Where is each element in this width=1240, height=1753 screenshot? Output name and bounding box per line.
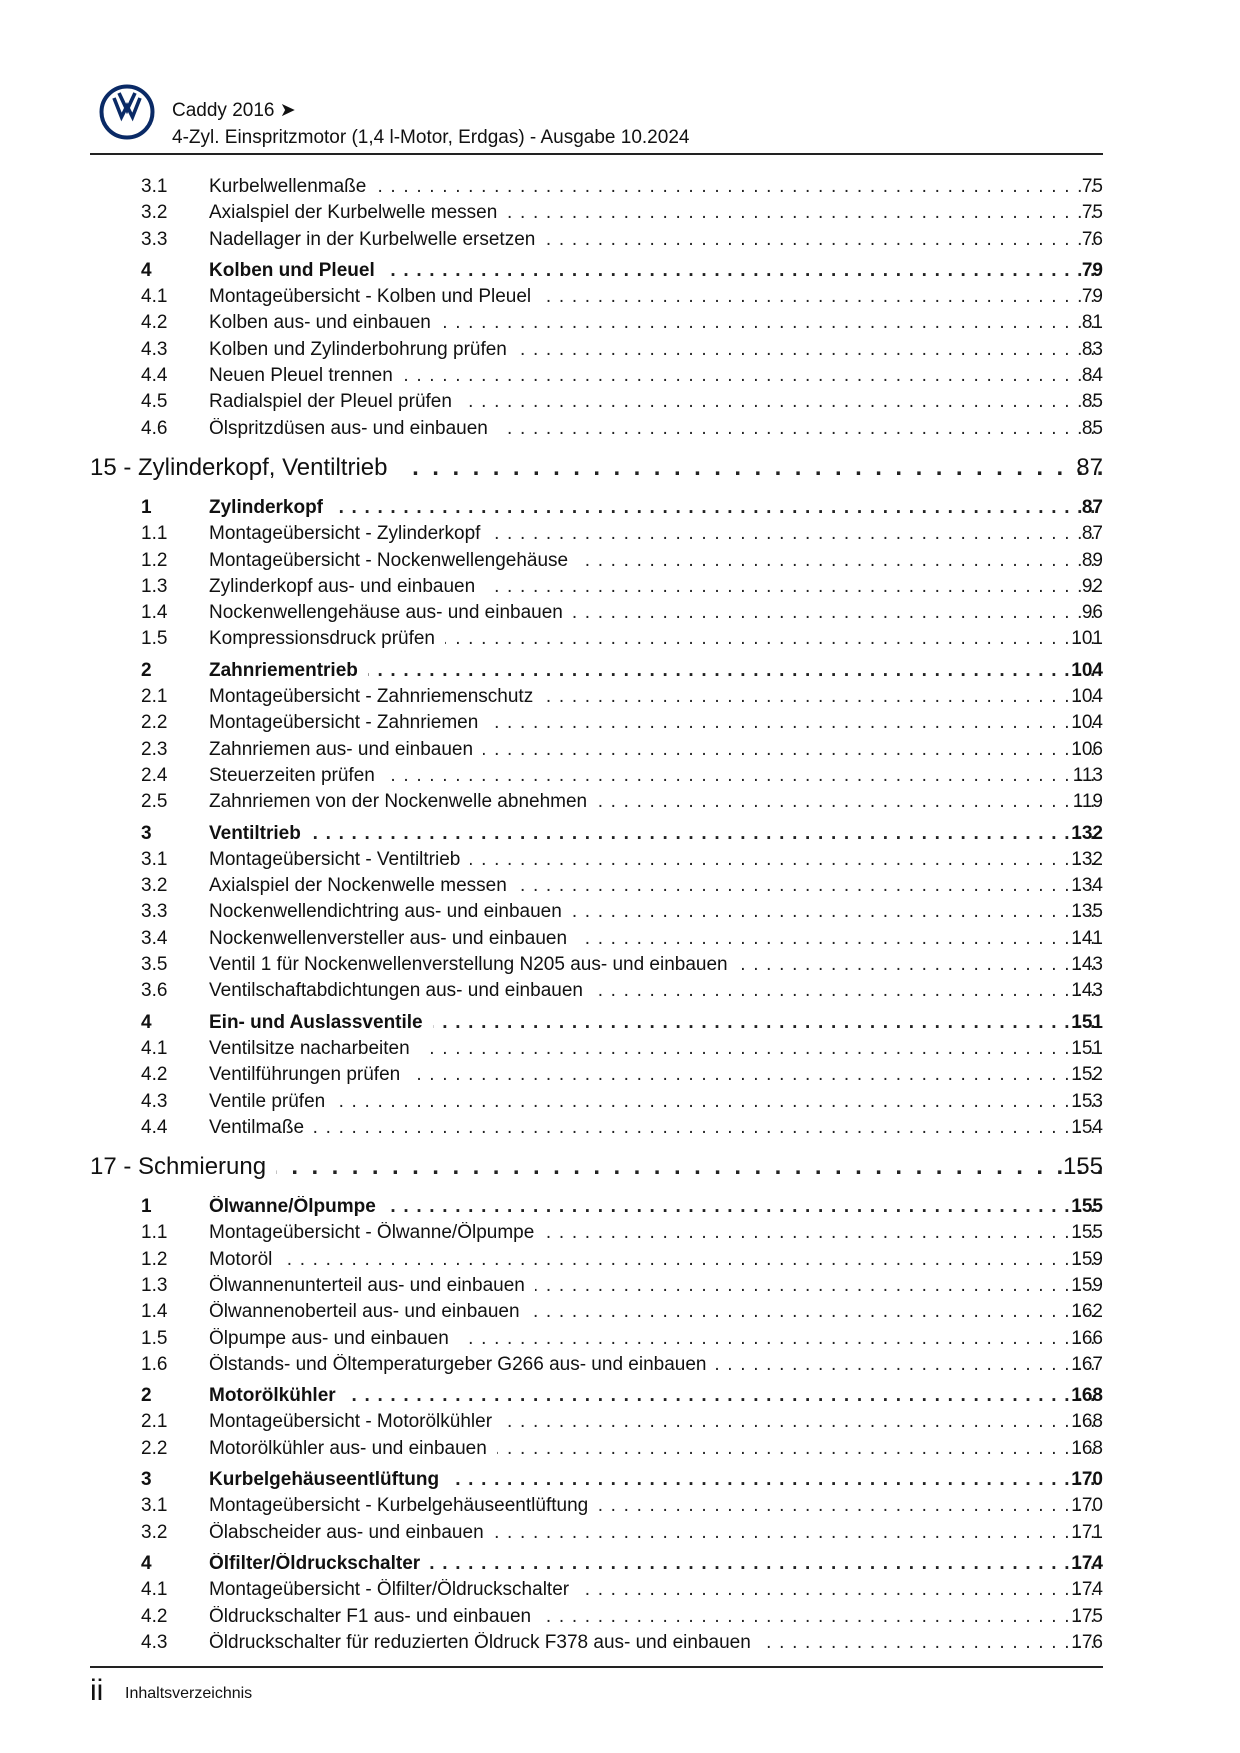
toc-number: 3.6: [141, 980, 168, 1002]
toc-section[interactable]: [0, 821, 1240, 847]
toc-title-leader: [209, 954, 1104, 976]
toc-number: 1.3: [141, 1274, 168, 1296]
toc-title-leader: [209, 660, 1104, 682]
toc-title: Nockenwellengehäuse aus- und einbauen: [209, 602, 573, 623]
toc-title-leader: [209, 739, 1104, 761]
toc-title-leader: [209, 928, 1104, 950]
toc-title-leader: [209, 202, 1104, 224]
toc-item[interactable]: [0, 574, 1240, 600]
toc-item[interactable]: [0, 926, 1240, 952]
toc-number: 1.6: [141, 1353, 168, 1375]
toc-number: 1: [141, 1196, 152, 1218]
toc-title: Kurbelgehäuseentlüftung: [209, 1469, 449, 1490]
toc-title-leader: [209, 628, 1104, 650]
page-header: [0, 0, 1240, 160]
toc-page: 151: [1071, 1037, 1103, 1059]
toc-title-leader: [209, 1064, 1104, 1086]
toc-item[interactable]: [0, 873, 1240, 899]
toc-page: 162: [1071, 1301, 1103, 1323]
toc-number: 2.1: [141, 686, 168, 708]
toc-page: 89: [1081, 549, 1103, 571]
toc-title: Axialspiel der Nockenwelle messen: [209, 875, 517, 896]
footer-page-number: ii: [90, 1674, 104, 1707]
toc-page: 168: [1071, 1385, 1103, 1407]
toc-title-leader: [209, 712, 1104, 734]
toc-title: Ventile prüfen: [209, 1091, 335, 1112]
toc-number: 1: [141, 496, 152, 518]
toc-item[interactable]: [0, 978, 1240, 1004]
toc-number: 1.2: [141, 549, 168, 571]
toc-title-leader: [209, 1579, 1104, 1601]
toc-page: 85: [1081, 417, 1103, 439]
toc-page: 87: [1081, 496, 1103, 518]
toc-title-leader: [209, 1632, 1104, 1654]
toc-title-leader: [209, 550, 1104, 572]
toc-page: 101: [1071, 628, 1103, 650]
toc-number: 3.3: [141, 228, 168, 250]
toc-title-leader: [209, 1012, 1104, 1034]
header-model: Caddy 2016 ➤: [172, 100, 296, 121]
toc-number: 3.1: [141, 176, 168, 197]
toc-page: 152: [1071, 1064, 1103, 1086]
toc-page: 170: [1071, 1495, 1103, 1517]
toc-page: 154: [1071, 1116, 1103, 1138]
toc-section[interactable]: [0, 1194, 1240, 1220]
toc-item[interactable]: [0, 1299, 1240, 1325]
toc-section[interactable]: [0, 1551, 1240, 1577]
toc-item[interactable]: [0, 710, 1240, 736]
toc-number: 1.4: [141, 1301, 168, 1323]
toc-item[interactable]: [0, 1326, 1240, 1352]
toc-page: 79: [1081, 286, 1103, 308]
toc-title-leader: [209, 875, 1104, 897]
toc-number: 1.3: [141, 575, 168, 597]
toc-item[interactable]: [0, 363, 1240, 389]
toc-page: 104: [1071, 686, 1103, 708]
toc-page: 79: [1081, 259, 1103, 281]
toc-item[interactable]: [0, 952, 1240, 978]
toc-title: Zahnriemen von der Nockenwelle abnehmen: [209, 791, 597, 812]
toc-title-leader: [209, 365, 1104, 387]
toc-number: 4.3: [141, 338, 168, 360]
toc-page: 155: [1071, 1196, 1103, 1218]
toc-number: 3: [141, 1469, 152, 1491]
toc-title: Zahnriementrieb: [209, 660, 368, 681]
toc-number: 4.2: [141, 1064, 168, 1086]
toc-page: 159: [1071, 1248, 1103, 1270]
toc-page: 84: [1081, 365, 1103, 387]
toc-number: 1.1: [141, 1222, 168, 1244]
toc-section[interactable]: [0, 1010, 1240, 1036]
toc-title: Montageübersicht - Ventiltrieb: [209, 849, 470, 870]
toc-title-leader: [209, 686, 1104, 708]
toc-number: 2.3: [141, 738, 168, 760]
toc-item[interactable]: [0, 1089, 1240, 1115]
toc-number: 4.4: [141, 1116, 168, 1138]
toc-page: 155: [1062, 1153, 1103, 1181]
toc-title-leader: [209, 1038, 1104, 1060]
toc-page: 174: [1071, 1552, 1103, 1574]
toc-number: 1.1: [141, 523, 168, 545]
toc-number: 3.5: [141, 954, 168, 976]
toc-page: 155: [1071, 1222, 1103, 1244]
toc-item[interactable]: [0, 1630, 1240, 1656]
toc-title-leader: [209, 260, 1104, 282]
toc-number: 3.2: [141, 202, 168, 224]
toc-item[interactable]: [0, 763, 1240, 789]
toc-title: Zylinderkopf aus- und einbauen: [209, 576, 485, 597]
toc-item[interactable]: [0, 847, 1240, 873]
toc-item[interactable]: [0, 1062, 1240, 1088]
toc-page: 87: [1081, 523, 1103, 545]
footer-divider: [90, 1666, 1103, 1668]
toc-title: Ölspritzdüsen aus- und einbauen: [209, 418, 498, 439]
toc-title: Neuen Pleuel trennen: [209, 365, 403, 386]
toc-title-leader: [209, 1553, 1104, 1575]
toc-title: Zahnriemen aus- und einbauen: [209, 739, 483, 760]
toc-title: Ventiltrieb: [209, 823, 311, 844]
toc-page: 153: [1071, 1090, 1103, 1112]
toc-title-leader: [209, 1301, 1104, 1323]
toc-number: 2.1: [141, 1411, 168, 1433]
toc-page: 175: [1071, 1605, 1103, 1627]
toc-section[interactable]: [0, 1383, 1240, 1409]
toc-title: Radialspiel der Pleuel prüfen: [209, 391, 462, 412]
toc-title-leader: [209, 1275, 1104, 1297]
toc-item[interactable]: [0, 899, 1240, 925]
toc-number: 1.5: [141, 1327, 168, 1349]
toc-title-leader: [209, 286, 1104, 308]
toc-number: 2: [141, 659, 152, 681]
toc-page: 141: [1071, 927, 1103, 949]
toc-number: 3.2: [141, 875, 168, 897]
toc-item[interactable]: [0, 416, 1240, 442]
toc-title-leader: [90, 1153, 1104, 1181]
toc-number: 4.2: [141, 312, 168, 334]
toc-number: 3: [141, 822, 152, 844]
toc-page: 75: [1081, 176, 1103, 197]
toc-number: 3.2: [141, 1521, 168, 1543]
toc-title-leader: [209, 1606, 1104, 1628]
toc-title: Montageübersicht - Nockenwellengehäuse: [209, 550, 578, 571]
toc-number: 4.5: [141, 391, 168, 413]
toc-item[interactable]: [0, 200, 1240, 226]
toc-number: 2.5: [141, 791, 168, 813]
header-divider: [90, 153, 1103, 155]
toc-title: Nockenwellenversteller aus- und einbauen: [209, 928, 577, 949]
toc-page: 159: [1071, 1274, 1103, 1296]
toc-title: Montageübersicht - Zahnriemenschutz: [209, 686, 543, 707]
toc-title-leader: [209, 497, 1104, 519]
toc-item[interactable]: [0, 521, 1240, 547]
toc-title: Ölabscheider aus- und einbauen: [209, 1522, 494, 1543]
toc-number: 4: [141, 1011, 152, 1033]
toc-number: 1.4: [141, 602, 168, 624]
toc-title: Steuerzeiten prüfen: [209, 765, 385, 786]
toc-title: Nockenwellendichtring aus- und einbauen: [209, 901, 572, 922]
toc-item[interactable]: [0, 626, 1240, 652]
toc-number: 4: [141, 1552, 152, 1574]
toc-number: 2.4: [141, 764, 168, 786]
toc-page: 85: [1081, 391, 1103, 413]
toc-number: 3.1: [141, 1495, 168, 1517]
toc-item[interactable]: [0, 1493, 1240, 1519]
toc-title: Kurbelwellenmaße: [209, 176, 376, 197]
toc-title-leader: [209, 576, 1104, 598]
toc-page: 96: [1081, 602, 1103, 624]
toc-item[interactable]: [0, 600, 1240, 626]
toc-page: 170: [1071, 1469, 1103, 1491]
toc-title-leader: [209, 849, 1104, 871]
toc-page: 168: [1071, 1411, 1103, 1433]
toc-item[interactable]: [0, 1436, 1240, 1462]
toc-title-leader: [90, 454, 1104, 482]
toc-number: 4.1: [141, 286, 168, 308]
toc-title-leader: [209, 901, 1104, 923]
toc-item[interactable]: [0, 310, 1240, 336]
toc-title: Ölwanne/Ölpumpe: [209, 1196, 386, 1217]
toc-title: 15 - Zylinderkopf, Ventiltrieb: [90, 454, 397, 481]
toc-page: 92: [1081, 575, 1103, 597]
toc-number: 3.4: [141, 927, 168, 949]
toc-number: 4.6: [141, 417, 168, 439]
toc-item[interactable]: [0, 389, 1240, 415]
toc-title: 17 - Schmierung: [90, 1153, 276, 1180]
toc-item[interactable]: [0, 1604, 1240, 1630]
toc-title: Ölfilter/Öldruckschalter: [209, 1553, 430, 1574]
toc-title-leader: [209, 1411, 1104, 1433]
toc-title: Montageübersicht - Ölwanne/Ölpumpe: [209, 1222, 544, 1243]
toc-page: 143: [1071, 954, 1103, 976]
toc-title-leader: [209, 418, 1104, 440]
toc-number: 3.1: [141, 848, 168, 870]
toc-title-leader: [209, 823, 1104, 845]
toc-title: Ventil 1 für Nockenwellenverstellung N205 aus- und einbauen: [209, 954, 738, 975]
toc-title-leader: [209, 1385, 1104, 1407]
toc-page: 104: [1071, 659, 1103, 681]
toc-page: 76: [1081, 228, 1103, 250]
toc-section[interactable]: [0, 495, 1240, 521]
toc-number: 2.2: [141, 712, 168, 734]
toc-number: 4.2: [141, 1605, 168, 1627]
toc-page: 171: [1071, 1521, 1103, 1543]
toc-title: Nadellager in der Kurbelwelle ersetzen: [209, 229, 545, 250]
toc-title-leader: [209, 791, 1104, 813]
toc-number: 4.1: [141, 1037, 168, 1059]
toc-title: Montageübersicht - Ölfilter/Öldruckschalter: [209, 1579, 579, 1600]
toc-item[interactable]: [0, 227, 1240, 253]
toc-number: 1.5: [141, 628, 168, 650]
toc-title: Ventilschaftabdichtungen aus- und einbauen: [209, 980, 593, 1001]
toc-title-leader: [209, 1469, 1104, 1491]
toc-page: 83: [1081, 338, 1103, 360]
toc-number: 1.2: [141, 1248, 168, 1270]
toc-title: Ölstands- und Öltemperaturgeber G266 aus- und einbauen: [209, 1354, 716, 1375]
toc-item[interactable]: [0, 1520, 1240, 1546]
toc-item[interactable]: [0, 1036, 1240, 1062]
toc-page: 132: [1071, 848, 1103, 870]
toc-number: 4.3: [141, 1631, 168, 1653]
toc-item[interactable]: [0, 337, 1240, 363]
toc-title: Motoröl: [209, 1249, 282, 1270]
toc-title: Kompressionsdruck prüfen: [209, 628, 445, 649]
toc-chapter[interactable]: [0, 1149, 1240, 1189]
toc-number: 2: [141, 1385, 152, 1407]
footer-label: Inhaltsverzeichnis: [125, 1685, 253, 1702]
toc-title: Ein- und Auslassventile: [209, 1012, 433, 1033]
toc-title: Motorölkühler: [209, 1385, 346, 1406]
toc-section[interactable]: [0, 258, 1240, 284]
toc-item[interactable]: [0, 737, 1240, 763]
toc-number: 4.1: [141, 1579, 168, 1601]
toc-item[interactable]: [0, 1577, 1240, 1603]
toc-title-leader: [209, 765, 1104, 787]
toc-title: Öldruckschalter F1 aus- und einbauen: [209, 1606, 541, 1627]
toc-title-leader: [209, 1117, 1104, 1139]
toc-title-leader: [209, 523, 1104, 545]
toc-title-leader: [209, 1495, 1104, 1517]
toc-page: 176: [1071, 1631, 1103, 1653]
toc-page: 104: [1071, 712, 1103, 734]
toc-item[interactable]: [0, 1409, 1240, 1435]
toc-title-leader: [209, 1522, 1104, 1544]
toc-title: Montageübersicht - Motorölkühler: [209, 1411, 502, 1432]
toc-page: 166: [1071, 1327, 1103, 1349]
toc-item[interactable]: [0, 548, 1240, 574]
toc-page: 167: [1071, 1353, 1103, 1375]
toc-item[interactable]: [0, 1220, 1240, 1246]
toc-number: 4.3: [141, 1090, 168, 1112]
toc-title: Ölwannenunterteil aus- und einbauen: [209, 1275, 535, 1296]
toc-page: 81: [1081, 312, 1103, 334]
toc-item[interactable]: [0, 789, 1240, 815]
toc-item[interactable]: [0, 174, 1240, 200]
toc-title-leader: [209, 602, 1104, 624]
toc-title: Ölwannenoberteil aus- und einbauen: [209, 1301, 530, 1322]
toc-page: 134: [1071, 875, 1103, 897]
toc-page: 135: [1071, 901, 1103, 923]
toc-page: 106: [1071, 738, 1103, 760]
table-of-contents: [0, 174, 1240, 1656]
toc-title: Montageübersicht - Kurbelgehäuseentlüftung: [209, 1495, 598, 1516]
toc-title-leader: [209, 391, 1104, 413]
toc-title: Ventilführungen prüfen: [209, 1064, 410, 1085]
toc-title-leader: [209, 176, 1104, 198]
toc-page: 119: [1072, 791, 1103, 813]
toc-title: Montageübersicht - Zylinderkopf: [209, 523, 490, 544]
toc-page: 151: [1071, 1011, 1103, 1033]
toc-number: 4.4: [141, 365, 168, 387]
toc-title-leader: [209, 1438, 1104, 1460]
toc-page: 87: [1076, 453, 1103, 481]
toc-title: Ventilmaße: [209, 1117, 314, 1138]
toc-page: 168: [1071, 1437, 1103, 1459]
toc-title-leader: [209, 980, 1104, 1002]
toc-title-leader: [209, 229, 1104, 251]
toc-title: Axialspiel der Kurbelwelle messen: [209, 202, 507, 223]
toc-title: Ölpumpe aus- und einbauen: [209, 1328, 459, 1349]
toc-number: 3.3: [141, 901, 168, 923]
toc-title: Kolben aus- und einbauen: [209, 312, 441, 333]
toc-page: 143: [1071, 980, 1103, 1002]
toc-title-leader: [209, 312, 1104, 334]
toc-title: Öldruckschalter für reduzierten Öldruck F378 aus- und einbauen: [209, 1632, 761, 1653]
toc-title-leader: [209, 1249, 1104, 1271]
toc-title: Montageübersicht - Kolben und Pleuel: [209, 286, 541, 307]
toc-title: Ventilsitze nacharbeiten: [209, 1038, 420, 1059]
toc-title: Zylinderkopf: [209, 497, 333, 518]
toc-number: 2.2: [141, 1437, 168, 1459]
toc-title: Kolben und Zylinderbohrung prüfen: [209, 339, 517, 360]
toc-item[interactable]: [0, 284, 1240, 310]
toc-number: 4: [141, 259, 152, 281]
toc-title-leader: [209, 1354, 1104, 1376]
toc-page: 132: [1071, 822, 1103, 844]
toc-title-leader: [209, 1196, 1104, 1218]
toc-item[interactable]: [0, 1115, 1240, 1141]
toc-title-leader: [209, 339, 1104, 361]
vw-logo-icon: [99, 84, 155, 140]
toc-item[interactable]: [0, 1247, 1240, 1273]
toc-title-leader: [209, 1222, 1104, 1244]
toc-title-leader: [209, 1328, 1104, 1350]
toc-page: 113: [1072, 764, 1103, 786]
header-subtitle: 4-Zyl. Einspritzmotor (1,4 l-Motor, Erdgas) - Ausgabe 10.2024: [172, 127, 690, 148]
toc-title: Kolben und Pleuel: [209, 260, 385, 281]
toc-item[interactable]: [0, 1273, 1240, 1299]
toc-title-leader: [209, 1091, 1104, 1113]
toc-page: 75: [1081, 202, 1103, 224]
toc-section[interactable]: [0, 1467, 1240, 1493]
toc-item[interactable]: [0, 1352, 1240, 1378]
toc-section[interactable]: [0, 658, 1240, 684]
toc-title: Motorölkühler aus- und einbauen: [209, 1438, 497, 1459]
toc-chapter[interactable]: [0, 450, 1240, 490]
toc-item[interactable]: [0, 684, 1240, 710]
toc-title: Montageübersicht - Zahnriemen: [209, 712, 488, 733]
toc-page: 174: [1071, 1579, 1103, 1601]
